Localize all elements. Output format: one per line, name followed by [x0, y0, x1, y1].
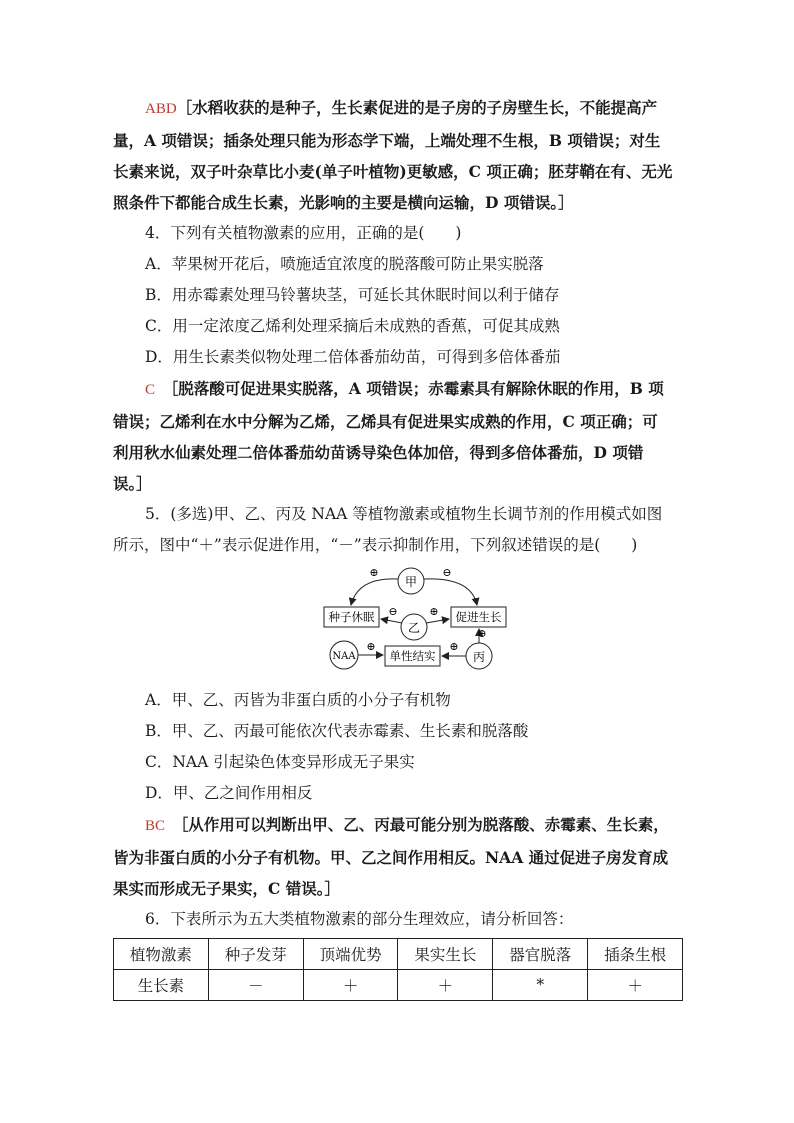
q4-option-c: C．用一定浓度乙烯利处理采摘后未成熟的香蕉，可促其成熟 [145, 317, 560, 335]
table-header-cell: 器官脱落 [493, 939, 588, 970]
sign-plus-bing-growth: ⊕ [477, 627, 487, 640]
table-cell: － [208, 970, 303, 1001]
table-header-cell: 果实生长 [398, 939, 493, 970]
hormone-diagram [113, 563, 683, 681]
table-cell: ＋ [303, 970, 398, 1001]
node-seed-dormancy-label: 种子休眠 [328, 610, 375, 624]
sign-minus-yi-dormancy: ⊖ [388, 605, 398, 618]
q4-stem: 4．下列有关植物激素的应用，正确的是( ) [145, 224, 462, 242]
arrow-jia-to-growth [424, 579, 477, 605]
q3-answer-label: ABD [145, 101, 177, 117]
q5-stem-line1: 5．(多选)甲、乙、丙及 NAA 等植物激素或植物生长调节剂的作用模式如图 [145, 505, 663, 523]
table-cell: * [493, 970, 588, 1001]
q5-answer-line1: BC ［从作用可以判断出甲、乙、丙最可能分别为脱落酸、赤霉素、生长素， [145, 815, 669, 834]
q5-stem-line2: 所示，图中“＋”表示促进作用，“－”表示抑制作用，下列叙述错误的是( ) [113, 536, 638, 554]
q3-answer-line2: 量，A 项错误；插条处理只能为形态学下端，上端处理不生根，B 项错误；对生 [113, 131, 661, 150]
node-bing-label: 丙 [472, 650, 486, 664]
q6-stem: 6．下表所示为五大类植物激素的部分生理效应，请分析回答： [145, 910, 574, 928]
table-cell: ＋ [588, 970, 683, 1001]
sign-plus-bing-parthenocarpy: ⊕ [449, 640, 459, 653]
q4-option-b: B．用赤霉素处理马铃薯块茎，可延长其休眠时间以利于储存 [145, 286, 560, 304]
table-cell: ＋ [398, 970, 493, 1001]
arrow-yi-to-growth [426, 619, 449, 623]
sign-minus-jia-growth: ⊖ [442, 566, 452, 579]
q3-answer-line4: 照条件下都能合成生长素，光影响的主要是横向运输，D 项错误。］ [113, 193, 574, 212]
table-header-cell: 顶端优势 [303, 939, 398, 970]
q5-option-c: C．NAA 引起染色体变异形成无子果实 [145, 753, 415, 771]
node-jia-label: 甲 [404, 575, 418, 589]
q3-answer-line3: 长素来说，双子叶杂草比小麦(单子叶植物)更敏感，C 项正确；胚芽鞘在有、无光 [113, 162, 673, 181]
q3-answer-line1: ABD［水稻收获的是种子，生长素促进的是子房的子房壁生长，不能提高产 [145, 98, 658, 117]
node-parthenocarpy-label: 单性结实 [389, 649, 436, 663]
hormone-diagram-svg [113, 563, 683, 681]
q5-answer-line2: 皆为非蛋白质的小分子有机物。甲、乙之间作用相反。NAA 通过促进子房发育成 [113, 848, 669, 867]
node-promote-growth-label: 促进生长 [455, 610, 502, 624]
q4-answer-line4: 误。］ [113, 474, 152, 493]
q4-answer-line2: 错误；乙烯利在水中分解为乙烯，乙烯具有促进果实成熟的作用，C 项正确；可 [113, 412, 658, 431]
q5-option-a: A．甲、乙、丙皆为非蛋白质的小分子有机物 [145, 691, 451, 709]
table-header-row [114, 939, 683, 970]
sign-plus-jia-dormancy: ⊕ [369, 566, 379, 579]
q4-answer-line3: 利用秋水仙素处理二倍体番茄幼苗诱导染色体加倍，得到多倍体番茄，D 项错 [113, 443, 644, 462]
q5-option-b: B．甲、乙、丙最可能依次代表赤霉素、生长素和脱落酸 [145, 722, 529, 740]
document-page [113, 92, 683, 1001]
arrow-jia-to-dormancy [351, 579, 398, 605]
node-naa-label: NAA [332, 651, 356, 662]
arrow-yi-to-dormancy [381, 619, 402, 623]
table-header-cell: 植物激素 [114, 939, 209, 970]
sign-plus-naa: ⊕ [366, 640, 376, 653]
q4-option-d: D．用生长素类似物处理二倍体番茄幼苗，可得到多倍体番茄 [145, 348, 561, 366]
table-header-cell: 种子发芽 [208, 939, 303, 970]
table-header-cell: 插条生根 [588, 939, 683, 970]
sign-plus-yi-growth: ⊕ [429, 605, 439, 618]
table-row [114, 970, 683, 1001]
hormone-effects-table [113, 938, 683, 1001]
q5-answer-line3: 果实而形成无子果实，C 错误。］ [113, 879, 340, 898]
table-cell: 生长素 [114, 970, 209, 1001]
q5-option-d: D．甲、乙之间作用相反 [145, 784, 313, 802]
q4-answer-label: C [145, 382, 156, 398]
q4-option-a: A．苹果树开花后，喷施适宜浓度的脱落酸可防止果实脱落 [145, 255, 544, 273]
q5-answer-label: BC [145, 818, 166, 834]
q4-answer-line1: C ［脱落酸可促进果实脱落，A 项错误；赤霉素具有解除休眠的作用，B 项 [145, 379, 664, 398]
node-yi-label: 乙 [407, 621, 421, 635]
